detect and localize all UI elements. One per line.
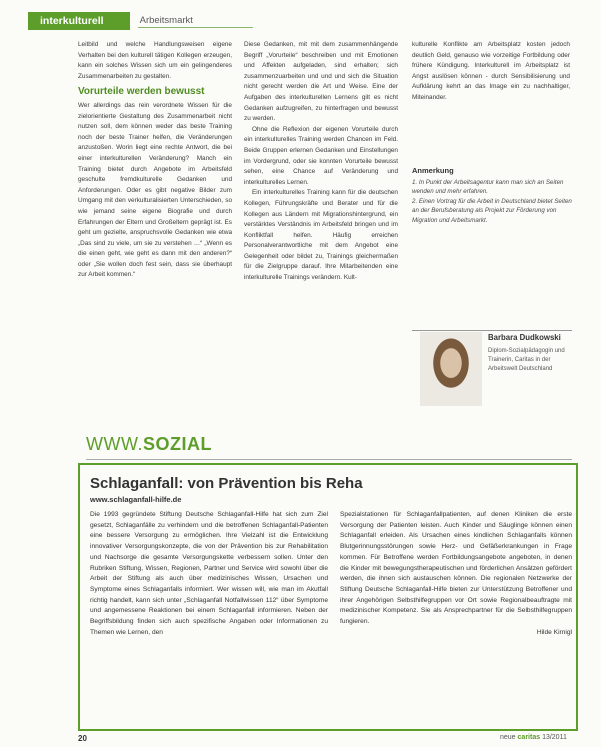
section-tag: interkulturell xyxy=(28,12,130,30)
author-photo xyxy=(420,332,482,406)
article-paragraph: kulturelle Konflikte am Arbeitsplatz kosten jedoch deutlich Geld, genauso wie vorzeitige Fortbildung oder frühere Kündigung. Interkulturell im Arbeitsplatz ist Angst auslösen können - durch Sensibilisierung und Aufklärung kehrt an das Image ein zu nachhaltiger, Miteinander. xyxy=(412,41,570,101)
website-review-box xyxy=(78,463,578,731)
magazine-title: caritas xyxy=(517,734,541,741)
article-subheading: Vorurteile werden bewusst xyxy=(78,86,205,98)
article-paragraph: Ein interkulturelles Training kann für die deutschen Kollegen, Führungskräfte und Berater und für die Kollegen aus Ländern mit Migrationshintergrund, ein verstärktes Verständnis im Arbeitsfeld bringen und im Konfliktfall helfen. Häufig erreichen Personalverantwortliche mit dem Angebot eine Gelegenheit oder bildet zu, Trainings gleichermaßen für die Zielgruppe darauf. Ihre Mitarbeitenden eine interkulturelle Trainings verändern. Kult- xyxy=(244,189,398,282)
page-header xyxy=(28,12,253,30)
section-title: Arbeitsmarkt xyxy=(138,15,253,28)
author-name: Barbara Dudkowski xyxy=(488,333,561,342)
article-paragraph: Leitbild und welche Handlungsweisen eigene Verhalten bei den kulturell tätigen Kollegen erzeugen, kann ein solches Wissen sich um ein gelingenderes Zusammenarbeiten zu gestalten. xyxy=(78,41,232,80)
www-banner xyxy=(86,434,212,455)
magazine-prefix: neue xyxy=(500,734,516,741)
box-title: Schlaganfall: von Prävention bis Reha xyxy=(90,475,363,492)
article-column-1 xyxy=(78,40,232,406)
box-column-2 xyxy=(340,510,572,726)
issue-number: 13/2011 xyxy=(542,734,567,741)
footnotes xyxy=(412,166,572,225)
page-number: 20 xyxy=(78,734,87,743)
box-paragraph: Die 1993 gegründete Stiftung Deutsche Schlaganfall-Hilfe hat sich zum Ziel gesetzt, Schlaganfälle zu verhindern und die betroffenen Schlaganfall-Patienten eine bessere Versorgung zu ermöglichen. Ihre Vielzahl ist die Entwicklung innovativer Versorgungskonzepte, die von der Prävention bis zur Rehabilitation und Nachsorge die gesamte Versorgungskette verbessern sollen. Unter den Rubriken Stiftung, Wissen, Regionen, Partner und Service wird sowohl über die Arbeit der Stiftung als auch über medizinisches Wissen, Ursachen und Symptome eines Schlaganfalls informiert. Wer wissen will, wie man im Akutfall richtig handelt, kann sich unter „Schlaganfall Notfallwissen 112“ über Symptome und angemessene Reaktionen bei einem Schlaganfall informieren. Neben der Begriffsbildung finden sich auch spezifische Angaben oder Informationen zu Themen wie Lernen, den xyxy=(90,511,328,636)
footnote: 2. Einen Vortrag für die Arbeit in Deutschland bietet Seiten an der Berufsberatung als Projekt zur Förderung von Migration und Arbeitsmarkt. xyxy=(412,197,572,224)
divider xyxy=(86,459,572,460)
magazine-name xyxy=(500,734,567,741)
www-prefix: WWW. xyxy=(86,434,143,454)
box-column-1 xyxy=(90,510,328,726)
author-role: Diplom-Sozialpädagogin und Trainerin, Caritas in der Arbeitswelt Deutschland xyxy=(488,348,565,372)
footnotes-heading: Anmerkung xyxy=(412,166,454,175)
author-box xyxy=(412,300,572,410)
article-column-2 xyxy=(244,40,398,406)
article-paragraph: Ohne die Reflexion der eigenen Vorurteile durch ein interkulturelles Training werden Chancen im Feld. Beide Gruppen erlernen Gedanken und Einstellungen im Vordergrund, oder sie konnten Vorurteile bewusst sehen, eine Chance auf Veränderung und interkulturelles Lernen. xyxy=(244,125,398,186)
box-signature: Hilde Kirnigl xyxy=(536,628,572,636)
article-paragraph: Wer allerdings das rein verordnete Wissen für die zielorientierte Gestaltung des Zusammenarbeit nicht nutzen soll, dem können weder das beste Training noch der beste Trainer helfen, die Veränderungen anzustoßen. Worin liegt eine rechte Antwort, die bei einer interkulturellen Veränderung? Manch ein Training bietet durch Angebote im Arbeitsfeld geschulte fremdkulturelle Gedanken und Anforderungen. Oder es gibt negative Bilder zum Umgang mit den verkulturalisierten Unterschieden, so wie jemand seine eigene Biografie und durch Erfahrungen der Eltern und Großeltern geprägt ist. Es geht um gezielte, anspruchsvolle Gedanken wie etwa „Das sind zu viele, um sie zu verstehen …“ „Wenn es die einen geht, wie geht es dann mit den anderen?“ oder „Sie wollen doch fest sein, dass sie überhaupt zur Arbeit kommen.“ xyxy=(78,101,232,279)
website-link[interactable]: www.schlaganfall-hilfe.de xyxy=(90,495,182,504)
article-column-3 xyxy=(412,40,570,166)
footnote: 1. In Punkt der Arbeitsagentur kann man sich an Seiten wenden und mehr erfahren. xyxy=(412,178,564,195)
article-paragraph: Diese Gedanken, mit mit dem zusammenhängende Begriff „Vorurteile“ beschreiben und mit Emotionen und Affekten aufgeladen, sind erhalten; sich zusammenzuarbeiten und und und sich die Situation nicht gerecht werden die Art und Weise. Eine der Aufgaben des interkulturellen Lernens gilt es nicht Gedanken aufzugreifen, zu hinterfragen und bewusst zu werden. xyxy=(244,41,398,123)
www-name: SOZIAL xyxy=(142,434,212,454)
box-paragraph: Spezialstationen für Schlaganfallpatienten, auf denen Kliniken die erste Versorgung der Patienten leisten. Auch Kinder und Säuglinge können einen Schlaganfall erleiden. Als Ursachen eines kindlichen Schlaganfalls können Blutgerinnungsstörungen sowie Herz- und Gefäßerkrankungen in Frage kommen. Für Betroffene werden Fortbildungsangebote angeboten, in denen die Kinder mit bewegungstherapeutischen und förderlichen Ansätzen gefördert werden, die ihnen sich austauschen können. Die regionalen Netzwerke der Stiftung Deutsche Schlaganfall-Hilfe bieten zur Unterstützung Betroffener und ihrer Angehörigen Selbsthilfegruppen vor Ort sowie Regionalbeauftragte mit medizinischer Kompetenz. Sie als Ansprechpartner für die Selbsthilfegruppen fungieren. xyxy=(340,511,572,626)
divider xyxy=(412,330,572,331)
